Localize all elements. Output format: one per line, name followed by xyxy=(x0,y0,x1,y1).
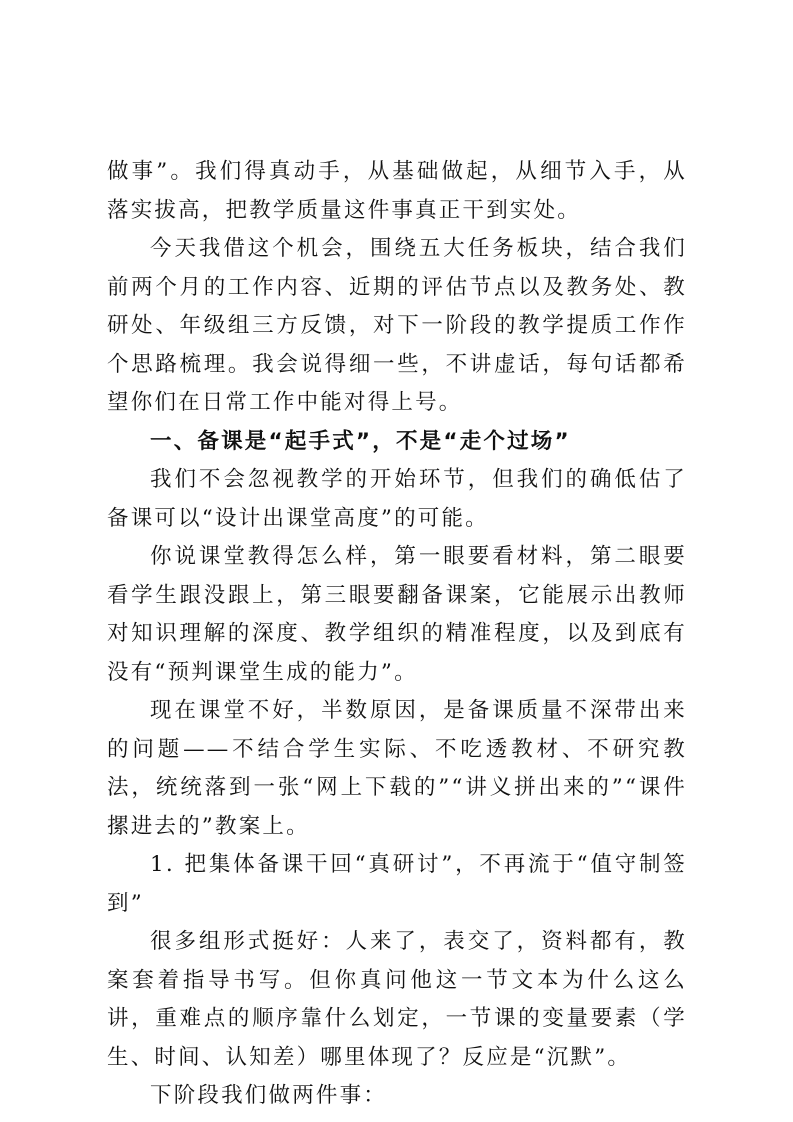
subsection-heading-1: 1. 把集体备课干回“真研讨”，不再流于“值守制签到” xyxy=(107,852,687,916)
paragraph-body: 你说课堂教得怎么样，第一眼要看材料，第二眼要看学生跟没跟上，第三眼要翻备课案，它能展示出教师对知识理解的深度、教学组织的精准程度，以及到底有没有“预判课堂生成的能力”。 xyxy=(107,544,687,685)
document-page xyxy=(107,153,687,1116)
paragraph-intro: 今天我借这个机会，围绕五大任务板块，结合我们前两个月的工作内容、近期的评估节点以及教务处、教研处、年级组三方反馈，对下一阶段的教学提质工作作个思路梳理。我会说得细一些，不讲虚话，每句话都希望你们在日常工作中能对得上号。 xyxy=(107,236,687,415)
paragraph-body: 下阶段我们做两件事： xyxy=(150,1083,388,1108)
section-heading-1: 一、备课是“起手式”，不是“走个过场” xyxy=(150,428,571,454)
paragraph-body: 很多组形式挺好：人来了，表交了，资料都有，教案套着指导书写。但你真问他这一节文本为什么这么讲，重难点的顺序靠什么划定，一节课的变量要素（学生、时间、认知差）哪里体现了？反应是“沉默”。 xyxy=(107,929,687,1070)
paragraph-body: 我们不会忽视教学的开始环节，但我们的确低估了备课可以“设计出课堂高度”的可能。 xyxy=(107,467,687,531)
paragraph-body: 现在课堂不好，半数原因，是备课质量不深带出来的问题——不结合学生实际、不吃透教材、不研究教法，统统落到一张“网上下载的”“讲义拼出来的”“课件摞进去的”教案上。 xyxy=(107,698,687,839)
paragraph-continuation: 做事”。我们得真动手，从基础做起，从细节入手，从落实拔高，把教学质量这件事真正干到实处。 xyxy=(107,159,687,223)
